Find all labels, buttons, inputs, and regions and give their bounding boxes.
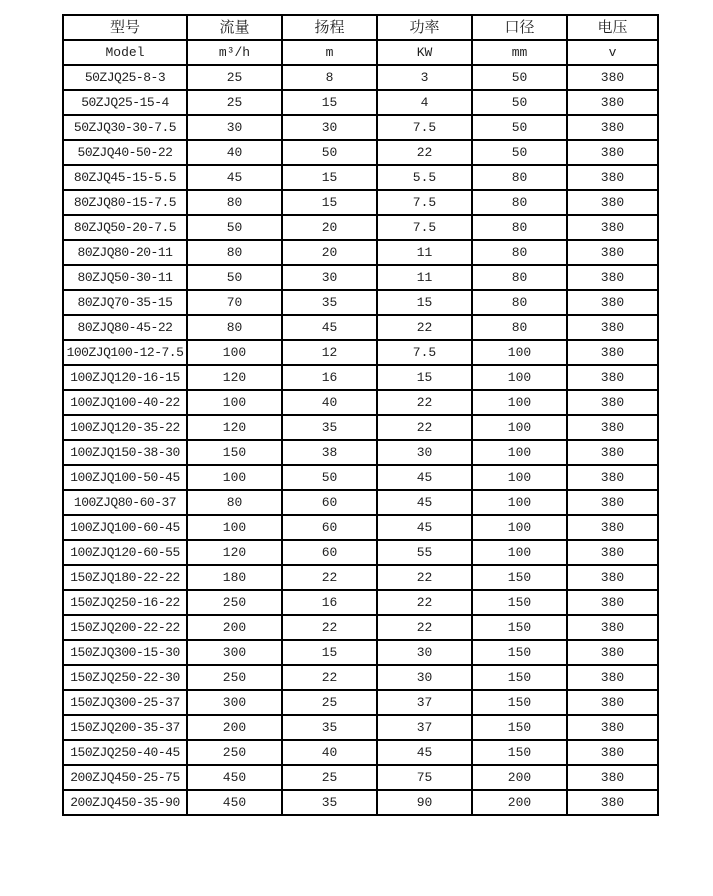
cell-voltage: 380 — [567, 615, 658, 640]
table-row — [63, 640, 658, 665]
cell-flow: 250 — [187, 740, 282, 765]
cell-power: 15 — [377, 365, 472, 390]
cell-head: 25 — [282, 690, 377, 715]
cell-flow: 80 — [187, 315, 282, 340]
table-row — [63, 265, 658, 290]
cell-power: 45 — [377, 740, 472, 765]
column-header-voltage: 电压 — [567, 15, 658, 40]
cell-power: 22 — [377, 590, 472, 615]
cell-voltage: 380 — [567, 190, 658, 215]
cell-diameter: 100 — [472, 440, 567, 465]
cell-head: 35 — [282, 290, 377, 315]
pump-spec-table — [62, 14, 659, 816]
cell-diameter: 80 — [472, 290, 567, 315]
cell-flow: 50 — [187, 265, 282, 290]
cell-flow: 300 — [187, 640, 282, 665]
cell-model: 50ZJQ25-15-4 — [63, 90, 187, 115]
cell-head: 15 — [282, 165, 377, 190]
cell-head: 30 — [282, 115, 377, 140]
cell-diameter: 100 — [472, 515, 567, 540]
cell-power: 7.5 — [377, 115, 472, 140]
cell-voltage: 380 — [567, 340, 658, 365]
cell-model: 50ZJQ25-8-3 — [63, 65, 187, 90]
table-body — [63, 65, 658, 815]
cell-power: 30 — [377, 665, 472, 690]
cell-voltage: 380 — [567, 790, 658, 815]
cell-voltage: 380 — [567, 365, 658, 390]
table-row — [63, 315, 658, 340]
cell-flow: 200 — [187, 615, 282, 640]
table-row — [63, 465, 658, 490]
cell-diameter: 100 — [472, 365, 567, 390]
table-row — [63, 215, 658, 240]
cell-head: 22 — [282, 565, 377, 590]
cell-flow: 120 — [187, 365, 282, 390]
table-row — [63, 765, 658, 790]
cell-flow: 80 — [187, 240, 282, 265]
table-row — [63, 740, 658, 765]
cell-diameter: 150 — [472, 565, 567, 590]
table-row — [63, 715, 658, 740]
cell-diameter: 150 — [472, 615, 567, 640]
cell-voltage: 380 — [567, 390, 658, 415]
column-header-power: 功率 — [377, 15, 472, 40]
cell-voltage: 380 — [567, 765, 658, 790]
cell-power: 30 — [377, 640, 472, 665]
cell-model: 150ZJQ250-22-30 — [63, 665, 187, 690]
cell-head: 20 — [282, 240, 377, 265]
cell-model: 100ZJQ100-40-22 — [63, 390, 187, 415]
cell-flow: 450 — [187, 790, 282, 815]
table-row — [63, 340, 658, 365]
table-row — [63, 690, 658, 715]
cell-voltage: 380 — [567, 240, 658, 265]
cell-flow: 100 — [187, 390, 282, 415]
cell-model: 100ZJQ120-16-15 — [63, 365, 187, 390]
cell-power: 90 — [377, 790, 472, 815]
unit-head: m — [282, 40, 377, 65]
cell-head: 22 — [282, 615, 377, 640]
header-row-chinese — [63, 15, 658, 40]
cell-diameter: 100 — [472, 490, 567, 515]
cell-diameter: 100 — [472, 390, 567, 415]
cell-diameter: 100 — [472, 340, 567, 365]
cell-flow: 450 — [187, 765, 282, 790]
cell-power: 5.5 — [377, 165, 472, 190]
cell-diameter: 100 — [472, 465, 567, 490]
cell-diameter: 50 — [472, 140, 567, 165]
cell-flow: 50 — [187, 215, 282, 240]
table-row — [63, 540, 658, 565]
cell-model: 100ZJQ120-35-22 — [63, 415, 187, 440]
cell-diameter: 80 — [472, 165, 567, 190]
table-row — [63, 665, 658, 690]
cell-power: 22 — [377, 615, 472, 640]
cell-flow: 30 — [187, 115, 282, 140]
cell-model: 100ZJQ120-60-55 — [63, 540, 187, 565]
column-header-diameter: 口径 — [472, 15, 567, 40]
cell-voltage: 380 — [567, 465, 658, 490]
cell-flow: 250 — [187, 665, 282, 690]
cell-head: 15 — [282, 640, 377, 665]
cell-model: 100ZJQ80-60-37 — [63, 490, 187, 515]
table-row — [63, 240, 658, 265]
cell-power: 22 — [377, 565, 472, 590]
cell-model: 80ZJQ50-20-7.5 — [63, 215, 187, 240]
cell-diameter: 150 — [472, 740, 567, 765]
cell-flow: 120 — [187, 540, 282, 565]
cell-model: 50ZJQ30-30-7.5 — [63, 115, 187, 140]
table-row — [63, 515, 658, 540]
cell-power: 7.5 — [377, 190, 472, 215]
cell-model: 80ZJQ70-35-15 — [63, 290, 187, 315]
cell-head: 45 — [282, 315, 377, 340]
cell-head: 30 — [282, 265, 377, 290]
cell-voltage: 380 — [567, 515, 658, 540]
cell-diameter: 200 — [472, 765, 567, 790]
cell-head: 25 — [282, 765, 377, 790]
cell-model: 150ZJQ250-16-22 — [63, 590, 187, 615]
cell-voltage: 380 — [567, 290, 658, 315]
cell-model: 80ZJQ80-45-22 — [63, 315, 187, 340]
cell-diameter: 50 — [472, 65, 567, 90]
cell-diameter: 80 — [472, 265, 567, 290]
unit-diameter: mm — [472, 40, 567, 65]
cell-model: 80ZJQ80-20-11 — [63, 240, 187, 265]
cell-model: 150ZJQ250-40-45 — [63, 740, 187, 765]
cell-voltage: 380 — [567, 265, 658, 290]
cell-head: 20 — [282, 215, 377, 240]
cell-voltage: 380 — [567, 65, 658, 90]
cell-head: 60 — [282, 540, 377, 565]
cell-power: 55 — [377, 540, 472, 565]
unit-flow: m³/h — [187, 40, 282, 65]
cell-diameter: 200 — [472, 790, 567, 815]
table-row — [63, 415, 658, 440]
table-row — [63, 590, 658, 615]
cell-model: 150ZJQ300-15-30 — [63, 640, 187, 665]
cell-voltage: 380 — [567, 565, 658, 590]
cell-head: 15 — [282, 190, 377, 215]
cell-power: 22 — [377, 315, 472, 340]
table-row — [63, 165, 658, 190]
table-row — [63, 565, 658, 590]
cell-model: 80ZJQ45-15-5.5 — [63, 165, 187, 190]
cell-diameter: 80 — [472, 190, 567, 215]
cell-power: 15 — [377, 290, 472, 315]
table-row — [63, 115, 658, 140]
cell-head: 16 — [282, 590, 377, 615]
cell-power: 11 — [377, 265, 472, 290]
cell-flow: 180 — [187, 565, 282, 590]
table-row — [63, 790, 658, 815]
cell-head: 50 — [282, 465, 377, 490]
cell-voltage: 380 — [567, 440, 658, 465]
cell-model: 100ZJQ100-12-7.5 — [63, 340, 187, 365]
cell-diameter: 150 — [472, 640, 567, 665]
cell-diameter: 100 — [472, 415, 567, 440]
cell-flow: 100 — [187, 465, 282, 490]
cell-flow: 250 — [187, 590, 282, 615]
cell-voltage: 380 — [567, 590, 658, 615]
cell-voltage: 380 — [567, 715, 658, 740]
cell-voltage: 380 — [567, 90, 658, 115]
cell-head: 60 — [282, 490, 377, 515]
cell-diameter: 150 — [472, 715, 567, 740]
cell-power: 37 — [377, 715, 472, 740]
cell-diameter: 80 — [472, 215, 567, 240]
table-row — [63, 65, 658, 90]
column-header-flow: 流量 — [187, 15, 282, 40]
cell-voltage: 380 — [567, 540, 658, 565]
table-row — [63, 365, 658, 390]
cell-flow: 80 — [187, 190, 282, 215]
cell-power: 45 — [377, 465, 472, 490]
cell-model: 100ZJQ150-38-30 — [63, 440, 187, 465]
cell-power: 22 — [377, 415, 472, 440]
cell-power: 30 — [377, 440, 472, 465]
cell-head: 8 — [282, 65, 377, 90]
cell-head: 22 — [282, 665, 377, 690]
cell-diameter: 50 — [472, 115, 567, 140]
cell-flow: 300 — [187, 690, 282, 715]
cell-flow: 200 — [187, 715, 282, 740]
cell-voltage: 380 — [567, 415, 658, 440]
cell-flow: 25 — [187, 90, 282, 115]
header-row-units — [63, 40, 658, 65]
cell-model: 50ZJQ40-50-22 — [63, 140, 187, 165]
cell-power: 11 — [377, 240, 472, 265]
cell-model: 80ZJQ80-15-7.5 — [63, 190, 187, 215]
table-row — [63, 390, 658, 415]
cell-head: 16 — [282, 365, 377, 390]
table-row — [63, 190, 658, 215]
cell-flow: 100 — [187, 515, 282, 540]
cell-model: 100ZJQ100-60-45 — [63, 515, 187, 540]
cell-model: 200ZJQ450-25-75 — [63, 765, 187, 790]
cell-model: 150ZJQ200-35-37 — [63, 715, 187, 740]
column-header-model: 型号 — [63, 15, 187, 40]
cell-diameter: 150 — [472, 690, 567, 715]
cell-diameter: 100 — [472, 540, 567, 565]
cell-model: 200ZJQ450-35-90 — [63, 790, 187, 815]
cell-voltage: 380 — [567, 140, 658, 165]
cell-flow: 100 — [187, 340, 282, 365]
cell-diameter: 80 — [472, 240, 567, 265]
cell-diameter: 50 — [472, 90, 567, 115]
table-row — [63, 615, 658, 640]
cell-voltage: 380 — [567, 740, 658, 765]
cell-power: 22 — [377, 390, 472, 415]
table-row — [63, 140, 658, 165]
table-row — [63, 90, 658, 115]
cell-power: 7.5 — [377, 340, 472, 365]
cell-head: 38 — [282, 440, 377, 465]
cell-power: 75 — [377, 765, 472, 790]
cell-power: 45 — [377, 515, 472, 540]
cell-voltage: 380 — [567, 215, 658, 240]
cell-head: 35 — [282, 715, 377, 740]
table-row — [63, 490, 658, 515]
cell-model: 150ZJQ200-22-22 — [63, 615, 187, 640]
cell-voltage: 380 — [567, 115, 658, 140]
cell-flow: 120 — [187, 415, 282, 440]
cell-voltage: 380 — [567, 490, 658, 515]
cell-head: 12 — [282, 340, 377, 365]
cell-power: 37 — [377, 690, 472, 715]
cell-flow: 45 — [187, 165, 282, 190]
cell-voltage: 380 — [567, 690, 658, 715]
cell-model: 150ZJQ300-25-37 — [63, 690, 187, 715]
cell-voltage: 380 — [567, 665, 658, 690]
cell-head: 40 — [282, 740, 377, 765]
cell-head: 40 — [282, 390, 377, 415]
cell-flow: 25 — [187, 65, 282, 90]
cell-flow: 150 — [187, 440, 282, 465]
cell-head: 35 — [282, 790, 377, 815]
cell-diameter: 150 — [472, 590, 567, 615]
unit-model: Model — [63, 40, 187, 65]
cell-power: 3 — [377, 65, 472, 90]
cell-head: 35 — [282, 415, 377, 440]
cell-head: 15 — [282, 90, 377, 115]
cell-power: 7.5 — [377, 215, 472, 240]
cell-model: 150ZJQ180-22-22 — [63, 565, 187, 590]
cell-diameter: 80 — [472, 315, 567, 340]
cell-flow: 70 — [187, 290, 282, 315]
cell-head: 60 — [282, 515, 377, 540]
cell-voltage: 380 — [567, 315, 658, 340]
cell-head: 50 — [282, 140, 377, 165]
cell-model: 80ZJQ50-30-11 — [63, 265, 187, 290]
table-row — [63, 290, 658, 315]
cell-power: 45 — [377, 490, 472, 515]
table-row — [63, 440, 658, 465]
cell-flow: 80 — [187, 490, 282, 515]
cell-voltage: 380 — [567, 165, 658, 190]
cell-power: 22 — [377, 140, 472, 165]
column-header-head: 扬程 — [282, 15, 377, 40]
cell-flow: 40 — [187, 140, 282, 165]
table-header — [63, 15, 658, 65]
unit-power: KW — [377, 40, 472, 65]
cell-voltage: 380 — [567, 640, 658, 665]
cell-model: 100ZJQ100-50-45 — [63, 465, 187, 490]
cell-diameter: 150 — [472, 665, 567, 690]
unit-voltage: v — [567, 40, 658, 65]
cell-power: 4 — [377, 90, 472, 115]
